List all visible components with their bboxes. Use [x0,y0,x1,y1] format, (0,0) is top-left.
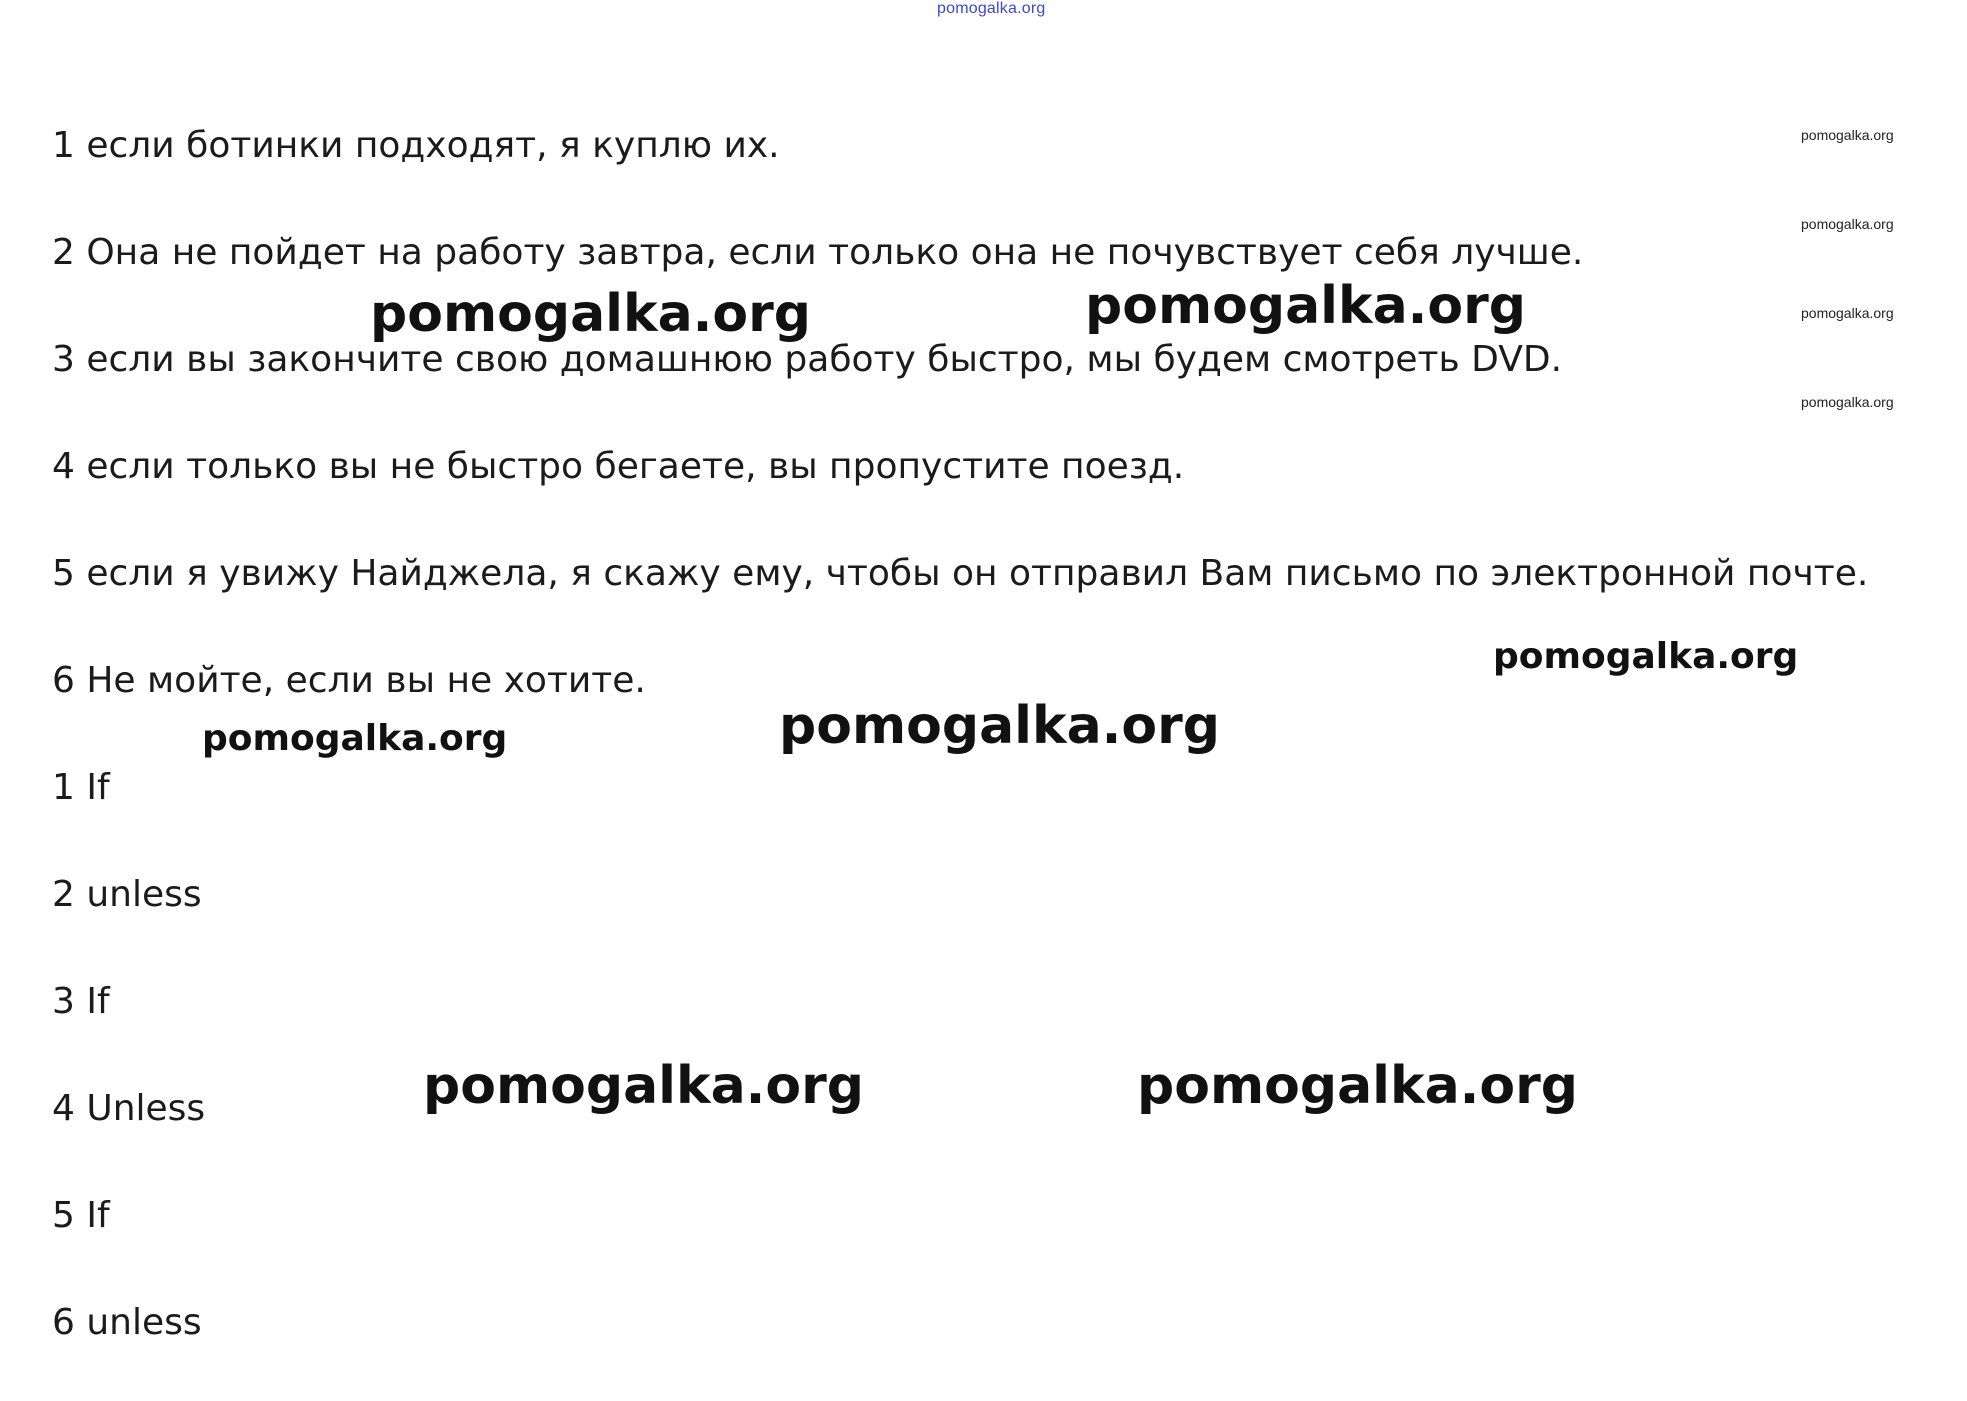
watermark: pomogalka.org [1801,305,1894,321]
translation-line-6: 6 Не мойте, если вы не хотите. [52,660,646,701]
translation-line-4: 4 если только вы не быстро бегаете, вы пропустите поезд. [52,446,1185,487]
watermark: pomogalka.org [1085,276,1527,336]
watermark: pomogalka.org [423,1056,865,1116]
answer-line-4: 4 Unless [52,1088,206,1129]
answer-line-5: 5 If [52,1195,110,1236]
answer-line-3: 3 If [52,981,110,1022]
watermark: pomogalka.org [1801,216,1894,232]
translation-line-1: 1 если ботинки подходят, я куплю их. [52,125,780,166]
watermark: pomogalka.org [1801,127,1894,143]
watermark: pomogalka.org [779,696,1221,756]
header-site-link[interactable]: pomogalka.org [937,0,1046,17]
watermark: pomogalka.org [1493,636,1799,677]
translation-line-3: 3 если вы закончите свою домашнюю работу быстро, мы будем смотреть DVD. [52,339,1563,380]
watermark: pomogalka.org [370,284,812,344]
translation-line-2: 2 Она не пойдет на работу завтра, если только она не почувствует себя лучше. [52,232,1584,273]
translation-line-5: 5 если я увижу Найджела, я скажу ему, чтобы он отправил Вам письмо по электронной почте. [52,553,1869,594]
watermark: pomogalka.org [202,718,508,759]
answer-line-1: 1 If [52,767,110,808]
answer-line-2: 2 unless [52,874,202,915]
answer-line-6: 6 unless [52,1302,202,1343]
watermark: pomogalka.org [1137,1056,1579,1116]
watermark: pomogalka.org [1801,394,1894,410]
